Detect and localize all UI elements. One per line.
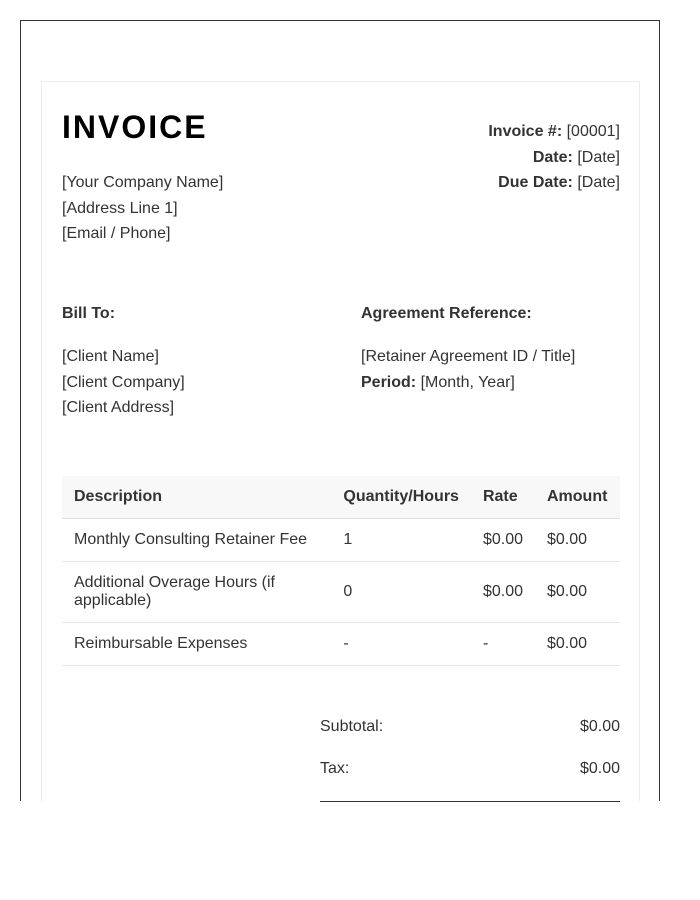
period-label: Period: xyxy=(361,373,417,391)
company-info xyxy=(62,170,223,247)
period-value: [Month, Year] xyxy=(420,373,515,391)
agreement-period xyxy=(361,370,575,396)
subtotal-value: $0.00 xyxy=(579,718,620,735)
row-rate: $0.00 xyxy=(471,519,535,562)
agreement-details xyxy=(361,344,575,395)
row-quantity: 1 xyxy=(331,519,471,562)
invoice-date-label: Date: xyxy=(532,148,573,166)
totals-divider xyxy=(320,801,620,802)
due-date-value: [Date] xyxy=(577,174,620,191)
invoice-number-label: Invoice #: xyxy=(488,123,563,140)
client-name: [Client Name] xyxy=(62,348,159,365)
table-row xyxy=(62,623,620,666)
row-description: Reimbursable Expenses xyxy=(62,623,331,666)
table-header-row xyxy=(62,476,620,519)
client-address: [Client Address] xyxy=(62,399,175,416)
subtotal-line xyxy=(320,715,620,757)
table-row xyxy=(62,562,620,623)
row-amount: $0.00 xyxy=(535,623,620,666)
tax-label: Tax: xyxy=(320,760,350,777)
row-description: Monthly Consulting Retainer Fee xyxy=(62,519,331,562)
line-items-table xyxy=(62,476,620,666)
invoice-date-value: [Date] xyxy=(577,148,620,166)
due-date-label: Due Date: xyxy=(498,174,573,191)
tax-line xyxy=(320,757,620,799)
table-row xyxy=(62,519,620,562)
agreement-reference: [Retainer Agreement ID / Title] xyxy=(361,348,576,365)
invoice-meta xyxy=(488,119,620,196)
tax-value: $0.00 xyxy=(579,760,620,777)
due-date-line xyxy=(488,170,620,196)
totals-section xyxy=(320,715,620,799)
row-amount: $0.00 xyxy=(535,519,620,562)
column-header-description: Description xyxy=(62,476,331,519)
row-rate: $0.00 xyxy=(471,562,535,623)
row-quantity: 0 xyxy=(331,562,471,623)
client-company: [Client Company] xyxy=(62,373,185,391)
row-rate: - xyxy=(471,623,535,666)
invoice-number-line xyxy=(488,119,620,145)
invoice-number-value: [00001] xyxy=(566,123,620,140)
company-contact: [Email / Phone] xyxy=(62,225,171,242)
subtotal-label: Subtotal: xyxy=(320,718,384,735)
bill-to-details xyxy=(62,344,185,421)
invoice-date-line xyxy=(488,145,620,171)
agreement-reference-label: Agreement Reference: xyxy=(361,305,532,322)
column-header-rate: Rate xyxy=(471,476,535,519)
row-amount: $0.00 xyxy=(535,562,620,623)
bill-to-label: Bill To: xyxy=(62,305,116,322)
row-quantity: - xyxy=(331,623,471,666)
column-header-quantity: Quantity/Hours xyxy=(331,476,471,519)
company-address: [Address Line 1] xyxy=(62,199,178,217)
company-name: [Your Company Name] xyxy=(62,174,224,191)
row-description: Additional Overage Hours (if applicable) xyxy=(62,562,331,623)
invoice-title: INVOICE xyxy=(62,109,208,145)
column-header-amount: Amount xyxy=(535,476,620,519)
